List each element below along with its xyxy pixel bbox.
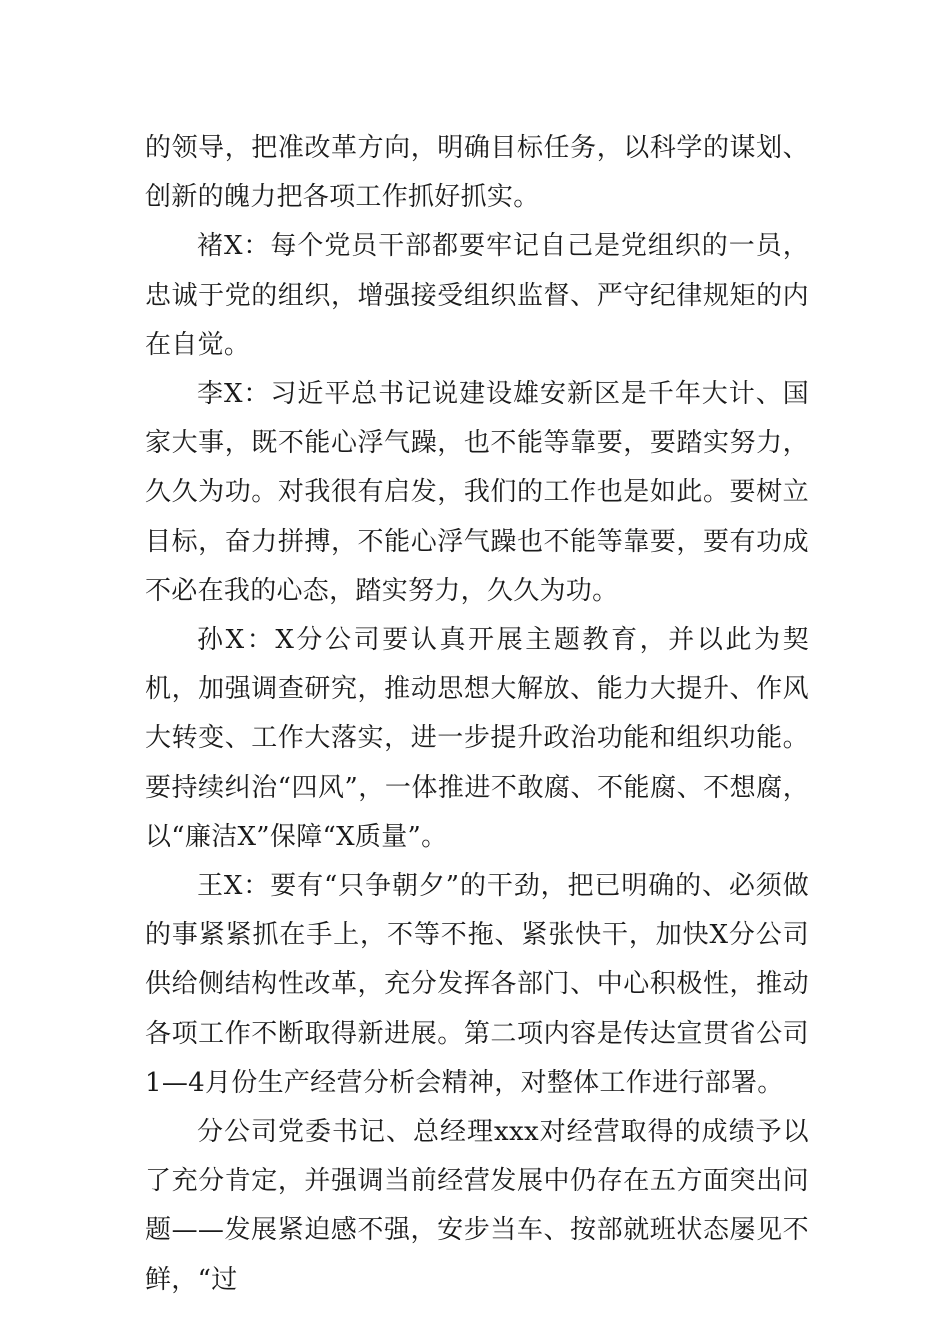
paragraph-continuation: 的领导，把准改革方向，明确目标任务，以科学的谋划、创新的魄力把各项工作抓好抓实。 bbox=[145, 133, 809, 213]
paragraph-party-secretary: 分公司党委书记、总经理xxx对经营取得的成绩予以了充分肯定，并强调当前经营发展中仍存在五方面突出问题——发展紧迫感不强，安步当车、按部就班状态屡见不鲜，“过 bbox=[145, 1117, 809, 1295]
paragraph-wang: 王X：要有“只争朝夕”的干劲，把已明确的、必须做的事紧紧抓在手上，不等不拖、紧张快干，加快X分公司供给侧结构性改革，充分发挥各部门、中心积极性，推动各项工作不断取得新进展。第二项内容是传达宣贯省公司1—4月份生产经营分析会精神，对整体工作进行部署。 bbox=[145, 871, 809, 1098]
paragraph-chu: 褚X：每个党员干部都要牢记自己是党组织的一员，忠诚于党的组织，增强接受组织监督、严守纪律规矩的内在自觉。 bbox=[145, 231, 809, 360]
paragraph-li: 李X：习近平总书记说建设雄安新区是千年大计、国家大事，既不能心浮气躁，也不能等靠要，要踏实努力，久久为功。对我很有启发，我们的工作也是如此。要树立目标，奋力拼搏，不能心浮气躁也不能等靠要，要有功成不必在我的心态，踏实努力，久久为功。 bbox=[145, 379, 809, 606]
paragraph-sun: 孙X：X分公司要认真开展主题教育，并以此为契机，加强调查研究，推动思想大解放、能力大提升、作风大转变、工作大落实，进一步提升政治功能和组织功能。要持续纠治“四风”，一体推进不敢腐、不能腐、不想腐，以“廉洁X”保障“X质量”。 bbox=[145, 625, 809, 852]
document-body bbox=[145, 124, 809, 1305]
